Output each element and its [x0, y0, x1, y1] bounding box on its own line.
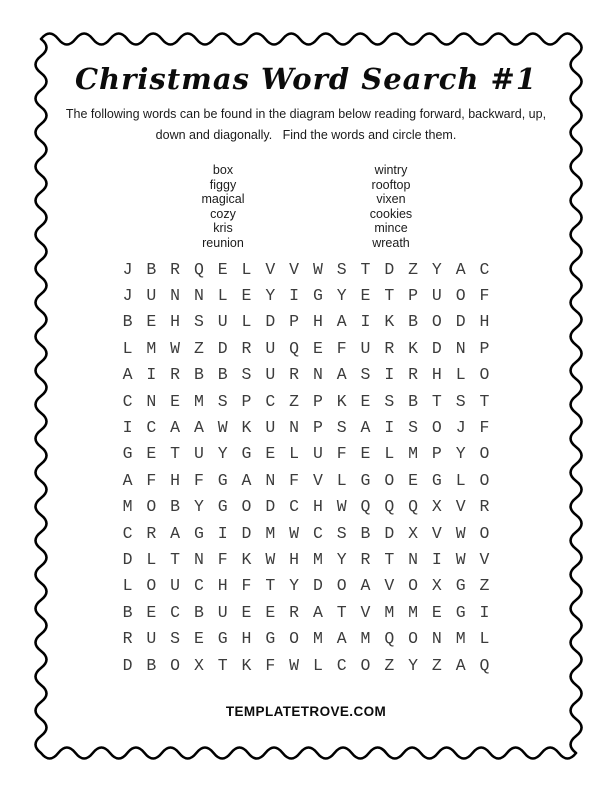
grid-letter: E	[146, 444, 157, 464]
grid-letter: Y	[336, 549, 347, 569]
grid-letter: E	[408, 470, 419, 490]
word-list-item: cookies	[369, 206, 413, 221]
grid-letter: S	[170, 629, 181, 649]
grid-letter: B	[408, 391, 419, 411]
grid-letter: P	[431, 444, 442, 464]
grid-letter: C	[265, 391, 276, 411]
grid-letter: Z	[408, 259, 419, 279]
grid-letter: Z	[193, 338, 204, 358]
grid-letter: T	[384, 286, 395, 306]
grid-letter: H	[312, 312, 323, 332]
grid-letter: R	[289, 365, 300, 385]
grid-letter: P	[312, 391, 323, 411]
grid-letter: N	[170, 286, 181, 306]
grid-letter: O	[431, 312, 442, 332]
grid-letter: M	[122, 497, 133, 517]
grid-letter: O	[455, 286, 466, 306]
grid-letter: L	[146, 549, 157, 569]
grid-letter: O	[431, 418, 442, 438]
grid-letter: I	[217, 523, 228, 543]
grid-letter: D	[455, 312, 466, 332]
grid-letter: N	[431, 629, 442, 649]
grid-letter: G	[217, 470, 228, 490]
grid-letter: M	[384, 602, 395, 622]
grid-letter: R	[384, 338, 395, 358]
grid-letter: P	[479, 338, 490, 358]
grid-letter: R	[479, 497, 490, 517]
grid-letter: E	[217, 259, 228, 279]
grid-letter: O	[360, 655, 371, 675]
grid-letter: L	[217, 286, 228, 306]
word-list-item: wintry	[374, 163, 408, 177]
grid-letter: P	[241, 391, 252, 411]
grid-letter: V	[360, 602, 371, 622]
footer-site-name: TEMPLATETROVE.COM	[225, 704, 387, 719]
grid-letter: N	[193, 286, 204, 306]
grid-letter: U	[312, 444, 323, 464]
grid-letter: Z	[431, 655, 442, 675]
grid-letter: R	[408, 365, 419, 385]
grid-letter: L	[289, 444, 300, 464]
grid-letter: M	[360, 629, 371, 649]
grid-letter: C	[479, 259, 490, 279]
grid-letter: A	[455, 655, 466, 675]
grid-letter: S	[193, 312, 204, 332]
grid-letter: L	[336, 470, 347, 490]
grid-letter: M	[265, 523, 276, 543]
word-list-item: box	[212, 163, 234, 177]
grid-letter: A	[336, 312, 347, 332]
grid-letter: X	[408, 523, 419, 543]
grid-letter: C	[336, 655, 347, 675]
grid-letter: K	[408, 338, 419, 358]
grid-letter: R	[122, 629, 133, 649]
grid-letter: U	[217, 602, 228, 622]
grid-letter: O	[479, 444, 490, 464]
grid-letter: A	[241, 470, 252, 490]
grid-letter: K	[384, 312, 395, 332]
grid-letter: W	[455, 549, 466, 569]
grid-letter: N	[193, 549, 204, 569]
grid-letter: C	[289, 497, 300, 517]
grid-letter: A	[360, 576, 371, 596]
grid-letter: K	[241, 418, 252, 438]
grid-letter: E	[146, 312, 157, 332]
grid-letter: N	[455, 338, 466, 358]
grid-letter: L	[122, 576, 133, 596]
grid-letter: R	[170, 365, 181, 385]
grid-letter: X	[193, 655, 204, 675]
grid-letter: O	[408, 629, 419, 649]
grid-letter: V	[384, 576, 395, 596]
grid-letter: T	[384, 549, 395, 569]
grid-letter: Q	[408, 497, 419, 517]
grid-letter: T	[265, 576, 276, 596]
grid-letter: U	[265, 338, 276, 358]
grid-letter: C	[193, 576, 204, 596]
grid-letter: E	[265, 602, 276, 622]
grid-letter: M	[408, 602, 419, 622]
grid-letter: B	[146, 655, 157, 675]
grid-letter: S	[217, 391, 228, 411]
grid-letter: O	[289, 629, 300, 649]
grid-letter: G	[360, 470, 371, 490]
grid-letter: F	[193, 470, 204, 490]
grid-letter: E	[360, 444, 371, 464]
grid-letter: K	[336, 391, 347, 411]
grid-letter: R	[241, 338, 252, 358]
grid-letter: T	[170, 549, 181, 569]
grid-letter: Q	[384, 497, 395, 517]
grid-letter: M	[455, 629, 466, 649]
grid-letter: L	[384, 444, 395, 464]
grid-letter: T	[431, 391, 442, 411]
grid-letter: B	[170, 497, 181, 517]
grid-letter: S	[336, 259, 347, 279]
grid-letter: I	[479, 602, 490, 622]
grid-letter: G	[217, 497, 228, 517]
grid-letter: Y	[431, 259, 442, 279]
grid-letter: G	[241, 444, 252, 464]
grid-letter: U	[265, 365, 276, 385]
grid-letter: O	[241, 497, 252, 517]
grid-letter: O	[408, 576, 419, 596]
grid-letter: Y	[455, 444, 466, 464]
grid-letter: W	[217, 418, 228, 438]
grid-letter: E	[360, 391, 371, 411]
grid-letter: Y	[289, 576, 300, 596]
grid-letter: I	[431, 549, 442, 569]
grid-letter: F	[289, 470, 300, 490]
grid-letter: G	[431, 470, 442, 490]
instructions-line-2: down and diagonally. Find the words and circle them.	[155, 128, 457, 142]
grid-letter: B	[408, 312, 419, 332]
grid-letter: A	[122, 365, 133, 385]
grid-letter: Q	[479, 655, 490, 675]
grid-letter: A	[312, 602, 323, 622]
grid-letter: F	[217, 549, 228, 569]
grid-letter: X	[431, 576, 442, 596]
grid-letter: G	[122, 444, 133, 464]
grid-letter: Q	[360, 497, 371, 517]
grid-letter: L	[241, 259, 252, 279]
grid-letter: U	[360, 338, 371, 358]
grid-letter: F	[146, 470, 157, 490]
grid-letter: U	[431, 286, 442, 306]
grid-letter: V	[289, 259, 300, 279]
grid-letter: M	[146, 338, 157, 358]
grid-letter: H	[241, 629, 252, 649]
grid-letter: L	[479, 629, 490, 649]
grid-letter: M	[312, 629, 323, 649]
word-list-item: mince	[374, 221, 408, 236]
grid-letter: N	[408, 549, 419, 569]
grid-letter: A	[122, 470, 133, 490]
word-list-item: cozy	[210, 206, 236, 221]
grid-letter: J	[122, 259, 133, 279]
grid-letter: L	[312, 655, 323, 675]
grid-letter: B	[122, 602, 133, 622]
grid-letter: D	[217, 338, 228, 358]
grid-letter: A	[170, 418, 181, 438]
grid-letter: E	[312, 338, 323, 358]
grid-letter: G	[193, 523, 204, 543]
grid-letter: I	[289, 286, 300, 306]
grid-letter: A	[360, 418, 371, 438]
grid-letter: D	[265, 312, 276, 332]
grid-letter: H	[170, 312, 181, 332]
grid-letter: D	[384, 259, 395, 279]
grid-letter: V	[312, 470, 323, 490]
grid-letter: Q	[384, 629, 395, 649]
grid-letter: G	[455, 602, 466, 622]
grid-letter: T	[479, 391, 490, 411]
grid-letter: G	[217, 629, 228, 649]
grid-letter: W	[312, 259, 323, 279]
grid-letter: E	[241, 286, 252, 306]
page-title: Christmas Word Search #1	[74, 62, 538, 96]
grid-letter: O	[479, 365, 490, 385]
grid-letter: J	[455, 418, 466, 438]
grid-letter: O	[479, 523, 490, 543]
grid-letter: A	[455, 259, 466, 279]
grid-letter: C	[146, 418, 157, 438]
word-list-column-2	[311, 163, 471, 251]
grid-letter: M	[193, 391, 204, 411]
grid-letter: E	[241, 602, 252, 622]
grid-letter: U	[170, 576, 181, 596]
grid-letter: H	[479, 312, 490, 332]
grid-letter: O	[170, 655, 181, 675]
grid-letter: L	[455, 365, 466, 385]
grid-letter: Y	[336, 286, 347, 306]
grid-letter: B	[360, 523, 371, 543]
grid-letter: I	[360, 312, 371, 332]
grid-letter: L	[241, 312, 252, 332]
grid-letter: A	[336, 365, 347, 385]
grid-letter: B	[193, 602, 204, 622]
grid-letter: N	[146, 391, 157, 411]
grid-letter: U	[146, 629, 157, 649]
grid-letter: W	[336, 497, 347, 517]
grid-letter: P	[289, 312, 300, 332]
grid-letter: Y	[265, 286, 276, 306]
grid-letter: L	[455, 470, 466, 490]
grid-letter: C	[312, 523, 323, 543]
grid-letter: T	[360, 259, 371, 279]
grid-letter: R	[360, 549, 371, 569]
word-list-column-1	[143, 163, 303, 251]
grid-letter: W	[455, 523, 466, 543]
grid-letter: E	[360, 286, 371, 306]
grid-letter: O	[146, 576, 157, 596]
grid-letter: B	[122, 312, 133, 332]
grid-letter: I	[384, 365, 395, 385]
grid-letter: S	[408, 418, 419, 438]
grid-letter: H	[217, 576, 228, 596]
grid-letter: H	[312, 497, 323, 517]
grid-letter: V	[431, 523, 442, 543]
word-list-item: kris	[213, 221, 233, 236]
grid-letter: S	[336, 523, 347, 543]
grid-letter: P	[408, 286, 419, 306]
grid-letter: D	[122, 549, 133, 569]
instructions	[46, 104, 566, 146]
grid-letter: M	[408, 444, 419, 464]
grid-letter: D	[384, 523, 395, 543]
grid-letter: V	[265, 259, 276, 279]
grid-letter: H	[289, 549, 300, 569]
grid-letter: O	[479, 470, 490, 490]
grid-letter: O	[146, 497, 157, 517]
grid-letter: T	[336, 602, 347, 622]
grid-letter: K	[241, 549, 252, 569]
grid-letter: J	[122, 286, 133, 306]
word-list-item: wreath	[372, 235, 410, 250]
grid-letter: G	[455, 576, 466, 596]
grid-letter: F	[336, 338, 347, 358]
grid-letter: D	[122, 655, 133, 675]
grid-letter: R	[146, 523, 157, 543]
grid-letter: U	[217, 312, 228, 332]
grid-letter: O	[384, 470, 395, 490]
grid-letter: W	[289, 655, 300, 675]
grid-letter: A	[170, 523, 181, 543]
grid-letter: Z	[384, 655, 395, 675]
grid-letter: V	[479, 549, 490, 569]
grid-letter: D	[241, 523, 252, 543]
grid-letter: C	[170, 602, 181, 622]
grid-letter: Y	[193, 497, 204, 517]
grid-letter: E	[265, 444, 276, 464]
word-list-item: magical	[201, 192, 245, 207]
grid-letter: D	[431, 338, 442, 358]
grid-letter: U	[265, 418, 276, 438]
grid-letter: E	[431, 602, 442, 622]
grid-letter: S	[241, 365, 252, 385]
grid-letter: H	[431, 365, 442, 385]
grid-letter: F	[336, 444, 347, 464]
grid-letter: U	[193, 444, 204, 464]
grid-letter: H	[170, 470, 181, 490]
grid-letter: S	[336, 418, 347, 438]
grid-letter: F	[241, 576, 252, 596]
grid-letter: E	[170, 391, 181, 411]
grid-letter: N	[265, 470, 276, 490]
grid-letter: K	[241, 655, 252, 675]
word-list-item: figgy	[209, 177, 237, 192]
grid-letter: G	[265, 629, 276, 649]
grid-letter: T	[217, 655, 228, 675]
grid-letter: I	[384, 418, 395, 438]
grid-letter: B	[217, 365, 228, 385]
grid-letter: X	[431, 497, 442, 517]
grid-letter: C	[122, 523, 133, 543]
grid-letter: U	[146, 286, 157, 306]
grid-letter: O	[336, 576, 347, 596]
grid-letter: S	[455, 391, 466, 411]
grid-letter: S	[360, 365, 371, 385]
grid-letter: N	[289, 418, 300, 438]
letter-grid	[116, 256, 497, 678]
grid-letter: F	[479, 286, 490, 306]
grid-letter: L	[122, 338, 133, 358]
grid-letter: G	[312, 286, 323, 306]
grid-letter: R	[289, 602, 300, 622]
grid-letter: Z	[289, 391, 300, 411]
grid-letter: Y	[217, 444, 228, 464]
grid-letter: F	[479, 418, 490, 438]
grid-letter: I	[146, 365, 157, 385]
grid-letter: A	[193, 418, 204, 438]
grid-letter: Q	[289, 338, 300, 358]
grid-letter: B	[146, 259, 157, 279]
word-list-item: vixen	[376, 192, 406, 207]
grid-letter: A	[336, 629, 347, 649]
grid-letter: C	[122, 391, 133, 411]
grid-letter: Y	[408, 655, 419, 675]
grid-letter: T	[170, 444, 181, 464]
grid-letter: M	[312, 549, 323, 569]
grid-letter: W	[289, 523, 300, 543]
grid-letter: E	[193, 629, 204, 649]
word-list-item: reunion	[202, 235, 244, 250]
grid-letter: P	[312, 418, 323, 438]
grid-letter: D	[312, 576, 323, 596]
grid-letter: V	[455, 497, 466, 517]
grid-letter: Z	[479, 576, 490, 596]
grid-letter: W	[170, 338, 181, 358]
grid-letter: W	[265, 549, 276, 569]
instructions-line-1: The following words can be found in the diagram below reading forward, backward, up,	[65, 107, 547, 121]
grid-letter: R	[170, 259, 181, 279]
grid-letter: D	[265, 497, 276, 517]
grid-letter: N	[312, 365, 323, 385]
word-list-item: rooftop	[371, 177, 411, 192]
grid-letter: F	[265, 655, 276, 675]
grid-letter: I	[122, 418, 133, 438]
grid-letter: Q	[193, 259, 204, 279]
grid-letter: S	[384, 391, 395, 411]
grid-letter: E	[146, 602, 157, 622]
grid-letter: B	[193, 365, 204, 385]
